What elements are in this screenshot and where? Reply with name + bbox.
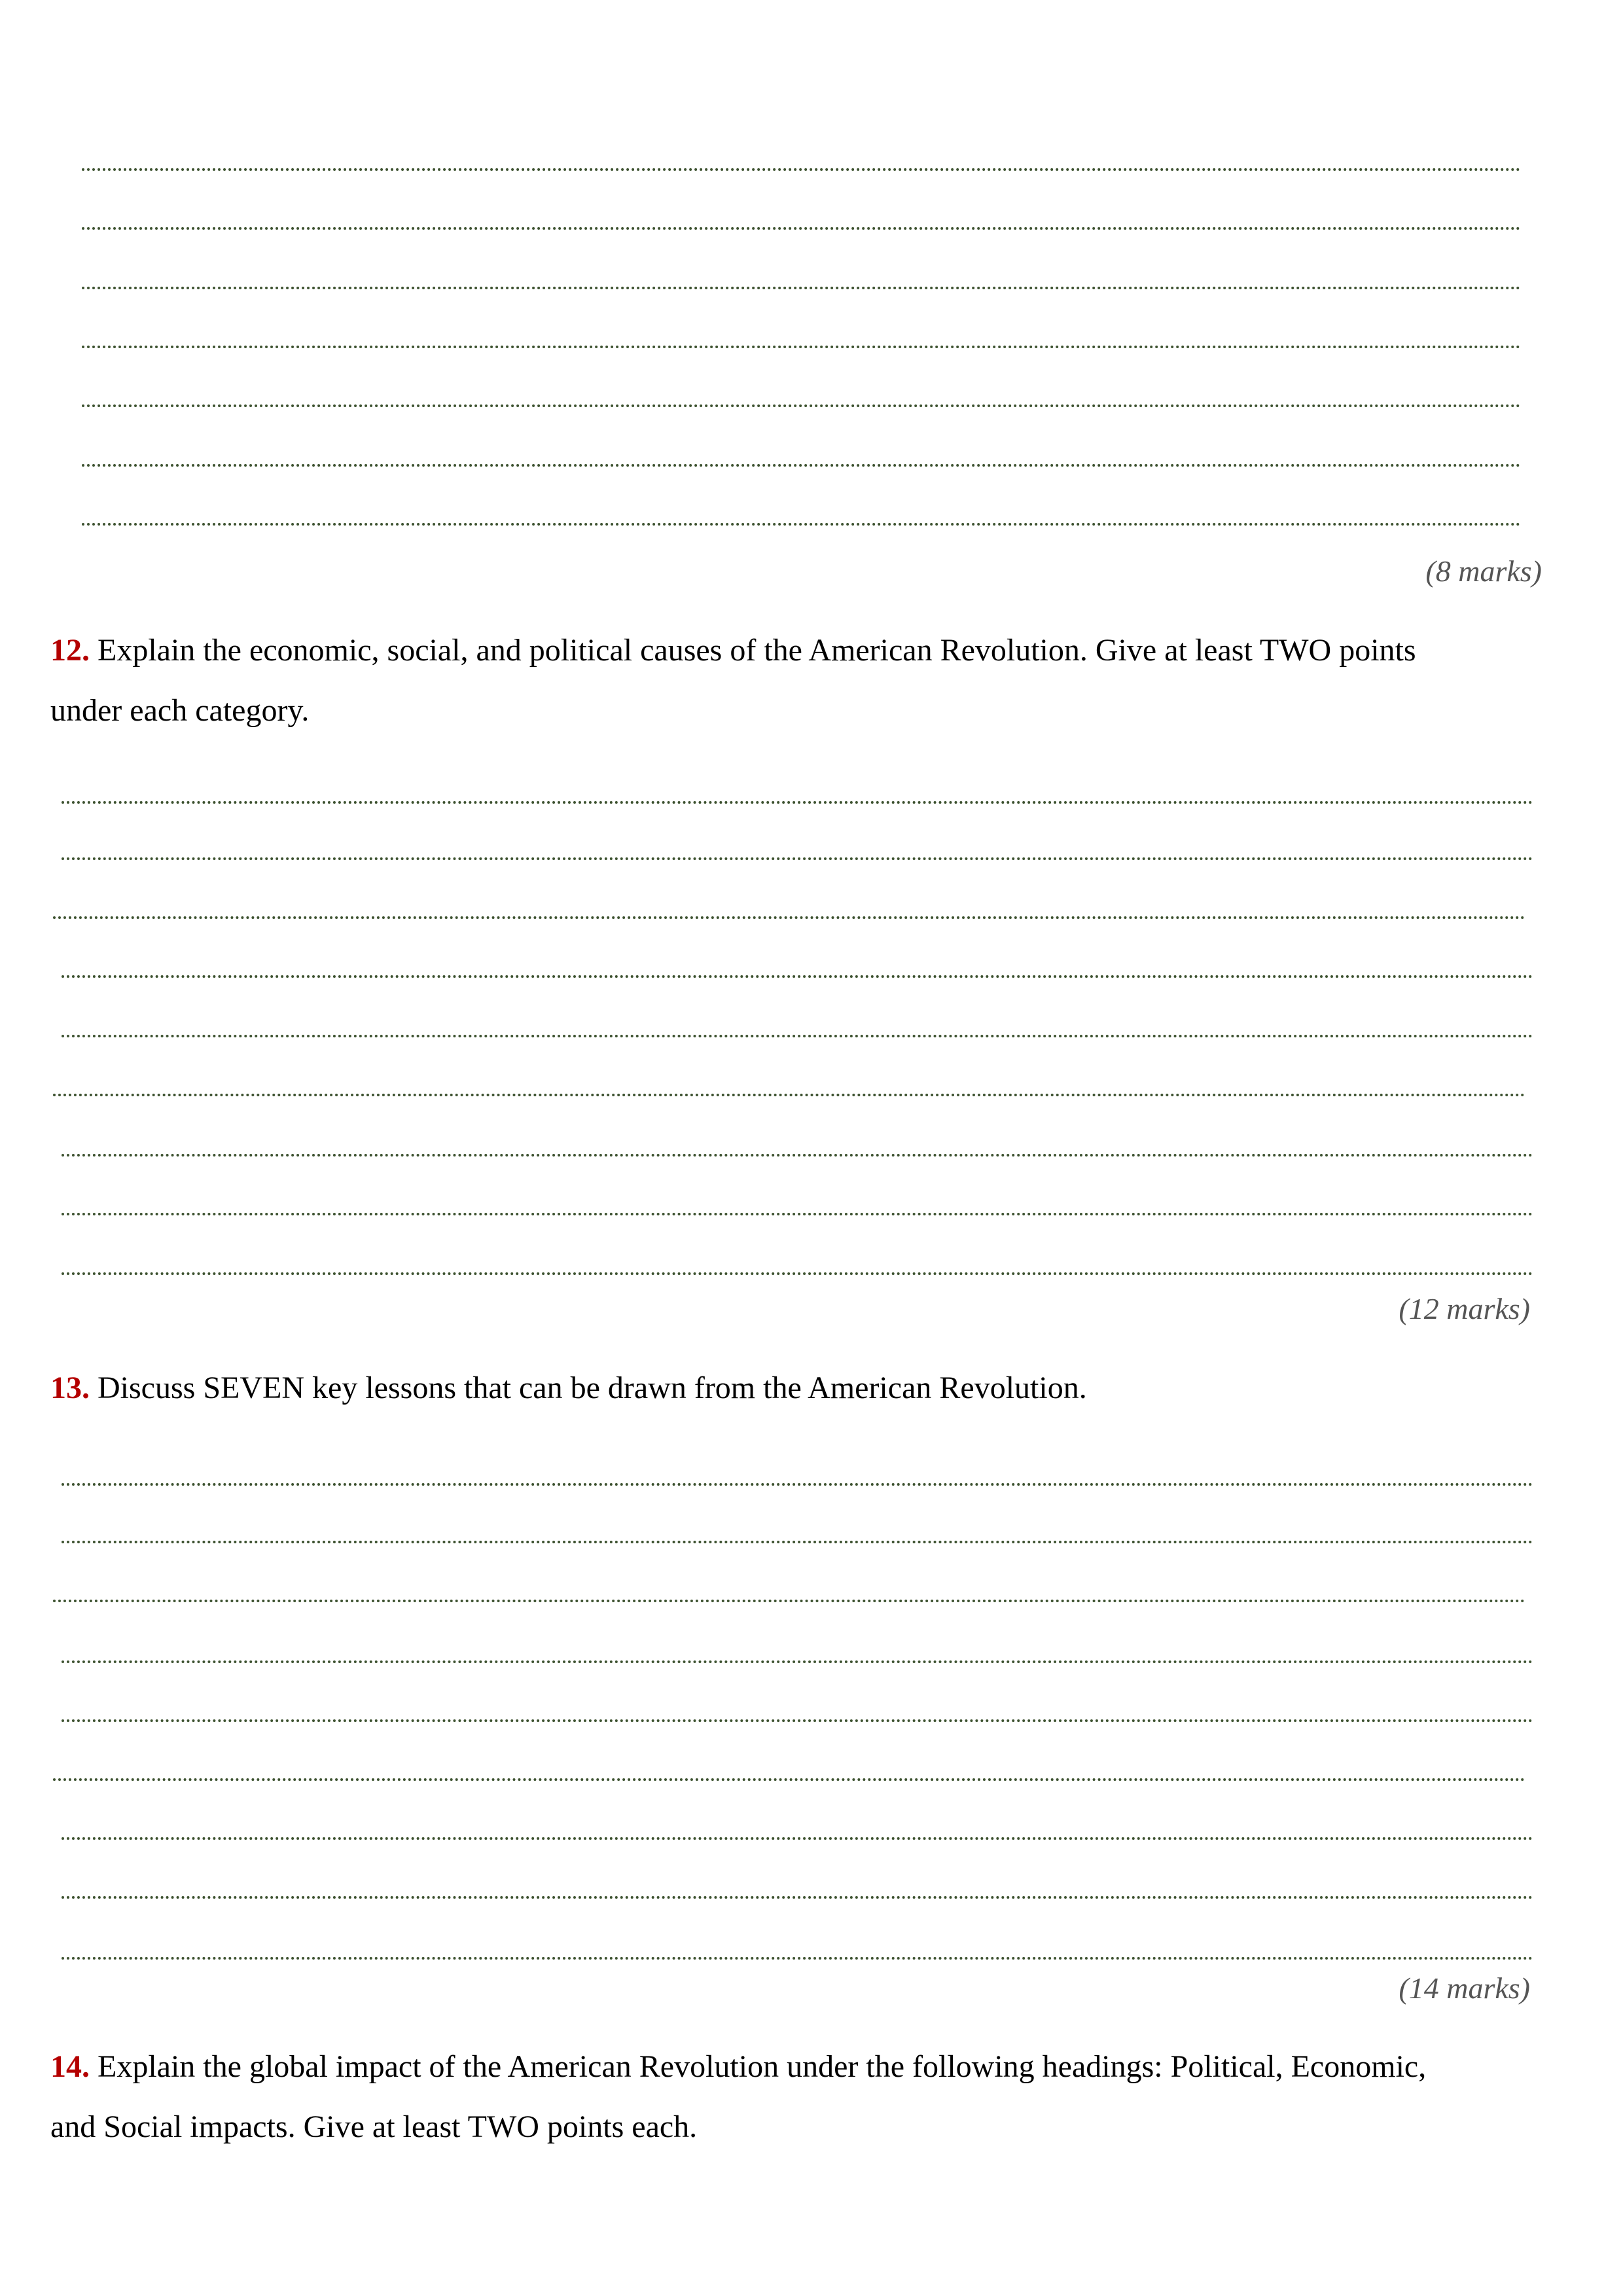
answer-line[interactable] — [53, 1600, 1525, 1602]
answer-line[interactable] — [82, 346, 1521, 348]
answer-line[interactable] — [62, 1272, 1533, 1275]
q13-prompt — [50, 1358, 1556, 1418]
q14-prompt-line-1 — [50, 2037, 1556, 2097]
q11-marks: (8 marks) — [1425, 554, 1542, 588]
answer-line[interactable] — [62, 801, 1533, 804]
answer-line[interactable] — [82, 287, 1521, 289]
answer-line[interactable] — [53, 916, 1525, 919]
q12-prompt-line-2: under each category. — [50, 693, 310, 728]
q13-text-1: Discuss SEVEN key lessons that can be drawn from the American Revolution. — [90, 1371, 1087, 1405]
q14-prompt — [50, 2037, 1556, 2157]
q13-marks: (14 marks) — [1399, 1971, 1530, 2005]
answer-line[interactable] — [82, 523, 1521, 526]
q14-number: 14. — [50, 2049, 90, 2084]
answer-line[interactable] — [62, 1837, 1533, 1840]
answer-line[interactable] — [62, 1660, 1533, 1663]
answer-line[interactable] — [53, 1778, 1525, 1781]
q12-prompt — [50, 620, 1556, 741]
answer-line[interactable] — [62, 1719, 1533, 1722]
answer-line[interactable] — [62, 975, 1533, 978]
answer-line[interactable] — [62, 1957, 1533, 1960]
q12-text-1: Explain the economic, social, and political causes of the American Revolution. Give at least TWO points — [90, 633, 1416, 668]
q13-number: 13. — [50, 1371, 90, 1405]
answer-line[interactable] — [53, 1094, 1525, 1096]
answer-line[interactable] — [62, 1213, 1533, 1215]
q12-number: 12. — [50, 633, 90, 668]
answer-line[interactable] — [82, 404, 1521, 407]
answer-line[interactable] — [62, 857, 1533, 860]
answer-line[interactable] — [62, 1154, 1533, 1157]
answer-line[interactable] — [62, 1483, 1533, 1486]
q12-prompt-line-1 — [50, 620, 1556, 681]
answer-line[interactable] — [62, 1896, 1533, 1899]
answer-line[interactable] — [62, 1541, 1533, 1543]
answer-line[interactable] — [82, 227, 1521, 230]
q13-prompt-line-1 — [50, 1358, 1556, 1418]
answer-line[interactable] — [82, 168, 1521, 171]
q14-prompt-line-2: and Social impacts. Give at least TWO points each. — [50, 2109, 698, 2144]
answer-line[interactable] — [62, 1035, 1533, 1037]
answer-line[interactable] — [82, 464, 1521, 467]
q12-marks: (12 marks) — [1399, 1292, 1530, 1325]
q14-text-1: Explain the global impact of the American Revolution under the following headings: Political, Economic, — [90, 2049, 1427, 2084]
